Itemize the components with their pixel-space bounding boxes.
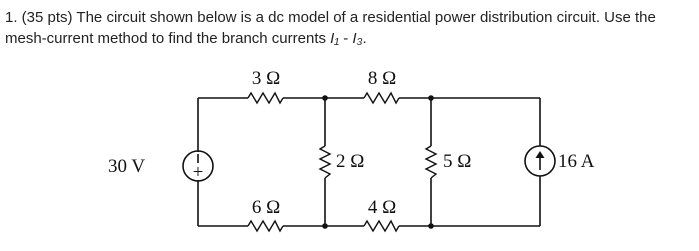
label-right-resistor: 5 Ω — [443, 151, 472, 172]
junction-dot — [322, 223, 328, 229]
resistor-right — [426, 146, 436, 178]
label-top-right-resistor: 8 Ω — [367, 68, 397, 89]
junction-dot — [322, 95, 328, 101]
problem-line-1: 1. (35 pts) The circuit shown below is a dc model of a residential power distribution circuit. Use the — [5, 9, 656, 26]
range-separator: - — [339, 30, 353, 47]
plus-sign: + — [192, 162, 204, 183]
arrow-up-icon — [536, 151, 545, 158]
resistor-top-left — [248, 93, 283, 103]
current-source-label: 16 A — [558, 151, 595, 172]
label-middle-resistor: 2 Ω — [336, 151, 365, 172]
label-bottom-right-resistor: 4 Ω — [367, 197, 397, 218]
voltage-source-label: 30 V — [108, 156, 146, 177]
top-wires — [198, 98, 540, 152]
label-bottom-left-resistor: 6 Ω — [251, 197, 281, 218]
voltage-source — [183, 151, 213, 183]
junction-dot — [428, 95, 434, 101]
resistor-top-right — [364, 93, 399, 103]
resistor-middle — [320, 146, 330, 178]
junction-dot — [428, 223, 434, 229]
label-top-left-resistor: 3 Ω — [251, 68, 281, 89]
current-source — [525, 146, 555, 176]
resistor-bottom-left — [248, 221, 283, 231]
current-i1: I₁ — [330, 30, 340, 47]
period: . — [362, 30, 367, 47]
current-i3: I₃ — [352, 30, 363, 47]
resistor-bottom-right — [364, 221, 399, 231]
problem-line-2-text: mesh-current method to find the branch currents — [5, 30, 331, 47]
